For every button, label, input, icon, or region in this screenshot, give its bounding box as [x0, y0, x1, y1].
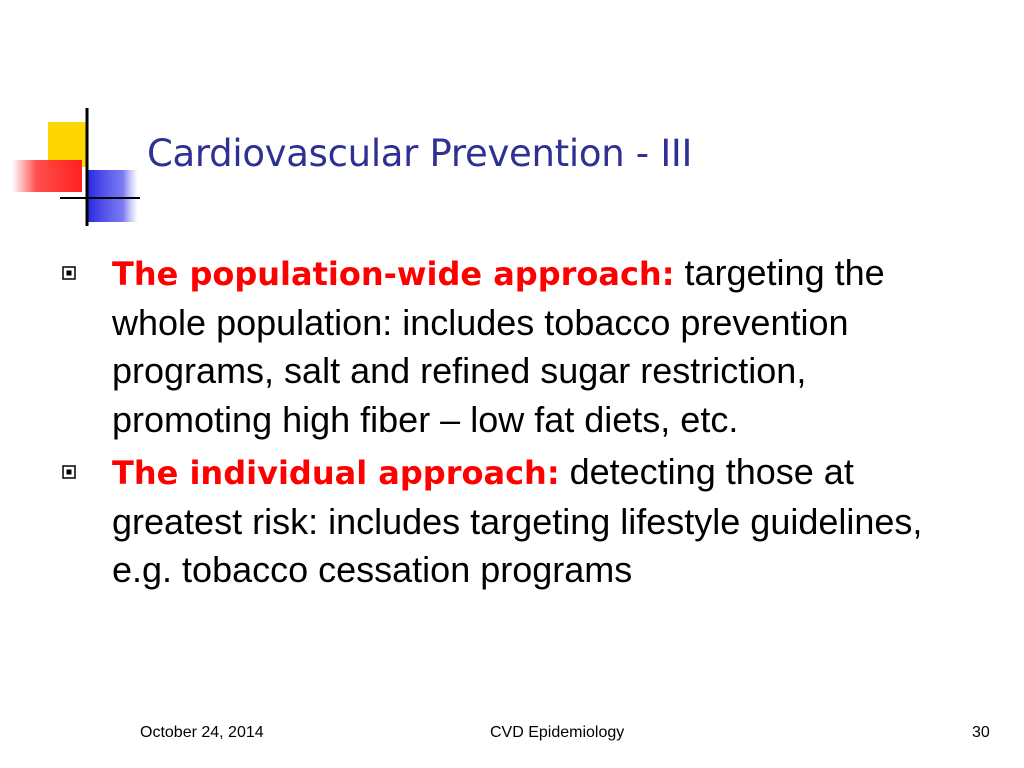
bullet-term: The individual approach: [112, 454, 560, 492]
slide-title: Cardiovascular Prevention - III [147, 132, 693, 175]
title-decoration [0, 0, 1024, 240]
footer-title: CVD Epidemiology [490, 724, 625, 741]
square-bullet-icon [62, 465, 76, 479]
bullet-list [62, 249, 962, 599]
red-bar [12, 160, 82, 192]
bullet-term: The population-wide approach: [112, 255, 675, 293]
footer-date: October 24, 2014 [140, 724, 264, 741]
page-number: 30 [972, 724, 990, 741]
bullet-item-individual [62, 448, 962, 595]
bullet-text: targeting the whole population: includes tobacco prevention programs, salt and refined sugar restriction, promoting high fiber – low fat diets, etc. [112, 252, 885, 440]
bullet-text: detecting those at greatest risk: includes targeting lifestyle guidelines, e.g. tobacco cessation programs [112, 451, 923, 590]
blue-square [88, 170, 138, 222]
square-bullet-icon [62, 266, 76, 280]
bullet-item-population [62, 249, 962, 444]
